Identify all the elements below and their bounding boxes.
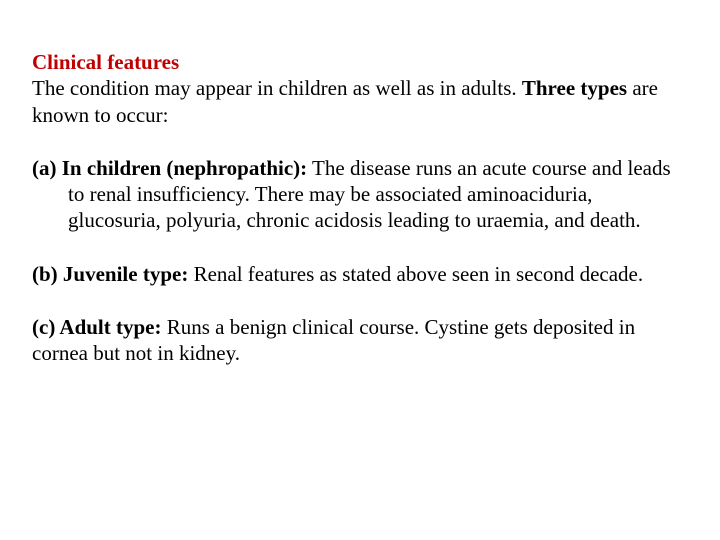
intro-text-before: The condition may appear in children as well as in adults. [32, 76, 522, 101]
list-item-children-type [32, 155, 690, 234]
section-heading: Clinical features [32, 50, 180, 74]
list-item-juvenile-type [32, 261, 690, 287]
intro-paragraph [32, 75, 690, 128]
item-text: Runs a benign clinical course. Cystine gets deposited in cornea but not in kidney. [32, 314, 636, 365]
item-text: The disease runs an acute course and leads to renal insufficiency. There may be associated aminoaciduria, glucosuria, polyuria, chronic acidosis leading to uraemia, and death. [68, 155, 671, 233]
intro-bold-text: Three types [521, 76, 628, 101]
item-label: (c) Adult type: [32, 314, 162, 339]
list-item-adult-type [32, 314, 690, 367]
item-text: Renal features as stated above seen in second decade. [188, 261, 644, 286]
item-label: (b) Juvenile type: [32, 261, 189, 286]
item-label: (a) In children (nephropathic): [32, 155, 308, 180]
intro-text-after: are known to occur: [32, 76, 658, 127]
